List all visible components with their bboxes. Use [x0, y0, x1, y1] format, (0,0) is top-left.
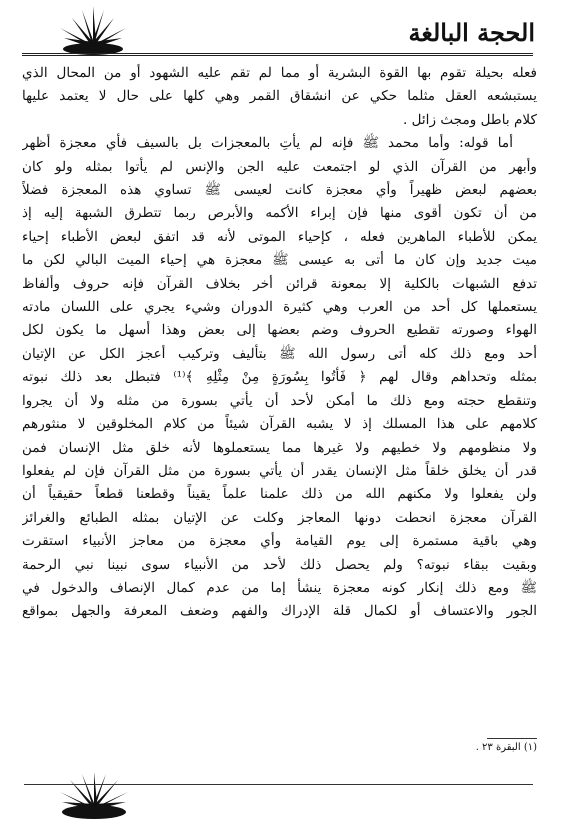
text-line: يستبشعه العقل مثلما حكي عن انشقاق القمر وهي كلها على حال لا يعتمد عليها — [22, 88, 537, 105]
text-line: يستعملها كل أحد من العرب وهي كثيرة الدوران وشيء يجري على اللسان مادته — [22, 299, 537, 316]
text-line: ولن يفعلوا ولا مكنهم الله من ذلك علمنا علماً يقيناً وقطعنا قطعاً حقيقياً أن — [22, 486, 537, 503]
text-line: وأبهر من القرآن الذي لو اجتمعت عليه الجن والإنس لم يأتوا بمثله ولو كان — [22, 158, 537, 175]
text-line: ميت جديد وإن كان ما أتى به عيسى ﷺ معجزة هي إحياء الميت البالي لكن ما — [22, 252, 537, 269]
text-line: ﷺ ومع ذلك إنكار كونه معجزة ينشأ إما من عدم كمال الإنصاف والدخول في — [22, 579, 537, 596]
text-line: القرآن معجزة انحطت دونها المعاجز وكلت عن الإتيان بمثله الطبائع والغرائز — [22, 509, 537, 526]
text-line: قدر أن يخلق خلقاً مثل الإنسان يقدر أن يأتي بسورة من مثل القرآن فإن لم يفعلوا — [22, 462, 537, 479]
footer-rule — [24, 784, 533, 785]
text-line: أما قوله: وأما محمد ﷺ فإنه لم يأتِ بالمعجزات بل بالسيف فأي معجزة أظهر — [22, 135, 513, 152]
text-line: الجور والاعتساف أو لكمال قلة الإدراك والفهم وضعف المعرفة والجهل بمواقع — [22, 603, 537, 620]
running-header-title: الحجة البالغة — [408, 18, 535, 47]
footnote-separator — [487, 738, 537, 739]
starburst-ornament-bottom — [58, 770, 130, 822]
text-line: بعضهم لبعض ظهيراً وأي معجزة كانت لعيسى ﷺ تساوي هذه المعجزة فضلاً — [22, 182, 537, 199]
text-line: كلام باطل ومجث زائل . — [402, 111, 537, 128]
footnote: (١) البقرة ٢٣ . — [475, 742, 537, 753]
starburst-ornament-top — [58, 2, 128, 58]
text-line: أحد ومع ذلك كله أتى رسول الله ﷺ بتأليف وتركيب أعجز الكل عن الإتيان — [22, 345, 537, 362]
text-line: يمكن للأطباء الماهرين فعله ، كإحياء الموتى لأنه قد اتفق لبعض الأطباء إحياء — [22, 228, 537, 245]
text-line: فعله بحيلة تقوم بها القوة البشرية أو مما لم تقم عليه الشهود أو من المحال الذي — [22, 65, 537, 81]
text-line: ولا منظومهم ولا خطيهم ولا غيرها مما يستعملوها لأنه خلق مثل الإنسان فمن — [22, 439, 537, 456]
body-text — [22, 62, 537, 752]
text-line: وتنقطع حجته ومع ذلك ما أمكن لأحد أن يأتي بسورة من مثله ولا أن يجروا — [22, 392, 537, 409]
text-line: وبقيت ببقاء نبوته؟ ولم يحصل ذلك لأحد من الأنبياء سوى نبينا نبي الرحمة — [22, 556, 537, 573]
text-line: تدفع الشبهات بالكلية إلا بمعونة قرائن أخر بخلاف القرآن فإنه حروف وألفاظ — [22, 275, 537, 292]
text-line: وهي باقية مستمرة إلى يوم القيامة وأي معجزة من معاجز الأنبياء استقرت — [22, 533, 537, 550]
text-line: بمثله وتحداهم وقال لهم ﴿ فَأْتُوا بِسُورَةٍ مِنْ مِثْلِهِ ﴾⁽¹⁾ فتبطل بعد ذلك نبوته — [22, 369, 537, 386]
text-line: كلامهم على هذا المسلك إذ لا يشبه القرآن شيئاً من كلام المخلوقين لا منثورهم — [22, 416, 537, 433]
text-line: الهواء وصورته تقطيع الحروف وضم بعضها إلى بعض وهذا أسهل ما يكون لكل — [22, 322, 537, 339]
text-line: من أن تكون أقوى منها فإن إبراء الأكمه والأبرص ربما تتطرق الشبهة إليه إذ — [22, 205, 537, 222]
header-rule — [22, 53, 533, 56]
